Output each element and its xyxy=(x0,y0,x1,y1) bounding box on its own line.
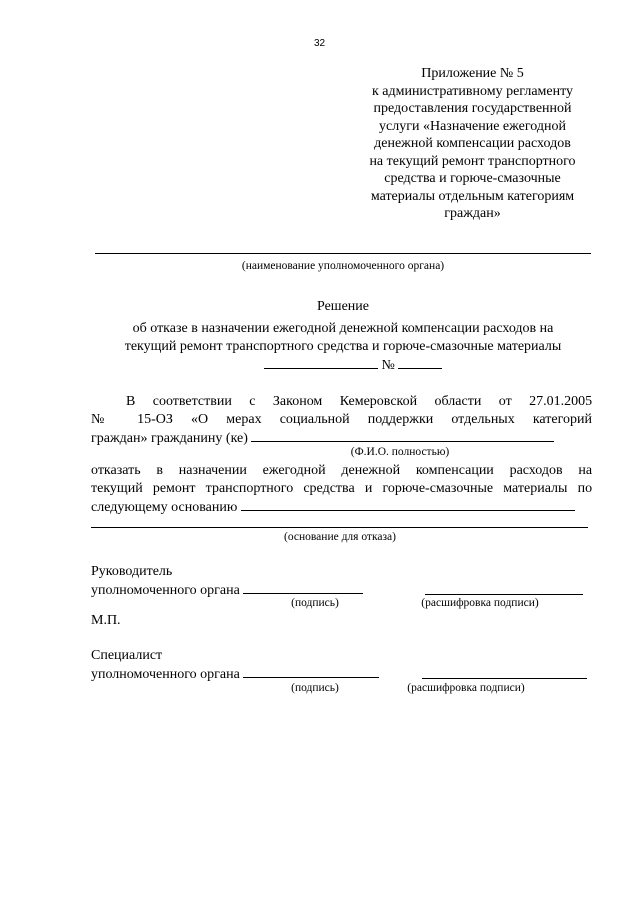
reason-caption: (основание для отказа) xyxy=(284,531,396,543)
word: «О xyxy=(191,412,209,427)
decision-title: Решение xyxy=(316,299,369,314)
page-number: 32 xyxy=(313,38,326,49)
specialist-decode-caption: (расшифровка подписи) xyxy=(407,682,525,694)
word: соответствии xyxy=(152,394,232,409)
word: 15-ОЗ xyxy=(137,412,173,427)
body-line-6 xyxy=(91,498,575,517)
specialist-label-text: уполномоченного органа xyxy=(91,667,240,682)
body-line-2 xyxy=(91,411,592,429)
appendix-line: средства и горюче-смазочные xyxy=(384,171,561,186)
word: средства xyxy=(303,481,355,496)
head-sign-caption: (подпись) xyxy=(291,597,339,609)
head-sign-blank xyxy=(243,581,363,594)
fio-caption: (Ф.И.О. полностью) xyxy=(350,446,450,458)
appendix-line: Приложение № 5 xyxy=(421,66,524,81)
word: назначении xyxy=(178,463,247,478)
citizen-label: граждан» гражданину (ке) xyxy=(91,431,248,446)
word: отказать xyxy=(91,463,141,478)
organ-name-line xyxy=(95,253,591,254)
reason-label: следующему основанию xyxy=(91,500,238,515)
appendix-line: материалы отдельным категориям xyxy=(370,188,575,204)
word: по xyxy=(577,481,593,496)
word: В xyxy=(126,394,136,409)
appendix-line: к административному регламенту xyxy=(371,83,574,99)
appendix-line: граждан» xyxy=(444,206,501,221)
head-label-text: уполномоченного органа xyxy=(91,583,240,598)
fio-blank xyxy=(251,429,554,442)
specialist-label-1: Специалист xyxy=(91,648,163,663)
word: от xyxy=(498,394,512,409)
reason-blank xyxy=(241,498,575,511)
word: транспортного xyxy=(205,481,294,496)
word: денежной xyxy=(341,463,401,478)
word: горюче-смазочные xyxy=(382,481,494,496)
word: Кемеровской xyxy=(339,394,418,409)
body-line-1 xyxy=(126,393,592,411)
specialist-decode-line xyxy=(422,678,587,679)
appendix-line: на текущий ремонт транспортного xyxy=(369,153,576,169)
reason-line xyxy=(91,527,588,528)
word: и xyxy=(364,481,373,496)
word: Законом xyxy=(272,394,323,409)
word: с xyxy=(249,394,256,409)
decision-subtitle-line2: текущий ремонт транспортного средства и горюче-смазочные материалы xyxy=(124,339,562,354)
body-line-3 xyxy=(91,429,554,448)
word: поддержки xyxy=(367,412,434,427)
appendix-line: услуги «Назначение ежегодной xyxy=(379,118,566,134)
decision-subtitle-line1: об отказе в назначении ежегодной денежной компенсации расходов на xyxy=(132,321,554,336)
word: социальной xyxy=(279,412,350,427)
word: на xyxy=(578,463,593,478)
word: 27.01.2005 xyxy=(529,394,593,409)
stamp-label: М.П. xyxy=(91,613,121,628)
appendix-line: денежной компенсации расходов xyxy=(374,136,571,151)
body-line-4 xyxy=(91,462,592,480)
word: ежегодной xyxy=(262,463,326,478)
word: текущий xyxy=(91,481,143,496)
head-decode-line xyxy=(425,594,583,595)
head-decode-caption: (расшифровка подписи) xyxy=(421,597,539,609)
head-label-1: Руководитель xyxy=(91,564,173,579)
word: области xyxy=(434,394,482,409)
decision-date-blank xyxy=(264,356,378,369)
organ-caption: (наименование уполномоченного органа) xyxy=(241,260,445,272)
specialist-sign-caption: (подпись) xyxy=(291,682,339,694)
word: материалы xyxy=(503,481,568,496)
word: мерах xyxy=(226,412,262,427)
word: ремонт xyxy=(152,481,196,496)
number-sign: № xyxy=(381,358,395,373)
body-line-5 xyxy=(91,480,592,498)
word: в xyxy=(156,463,163,478)
word: № xyxy=(91,412,119,427)
appendix-line: предоставления государственной xyxy=(373,101,572,116)
specialist-label-2 xyxy=(91,665,379,684)
word: отдельных xyxy=(451,412,515,427)
specialist-sign-blank xyxy=(243,665,379,678)
decision-date-number xyxy=(264,356,442,375)
appendix-header xyxy=(355,65,590,223)
word: категорий xyxy=(532,412,592,427)
decision-number-blank xyxy=(398,356,442,369)
word: расходов xyxy=(509,463,563,478)
word: компенсации xyxy=(415,463,494,478)
